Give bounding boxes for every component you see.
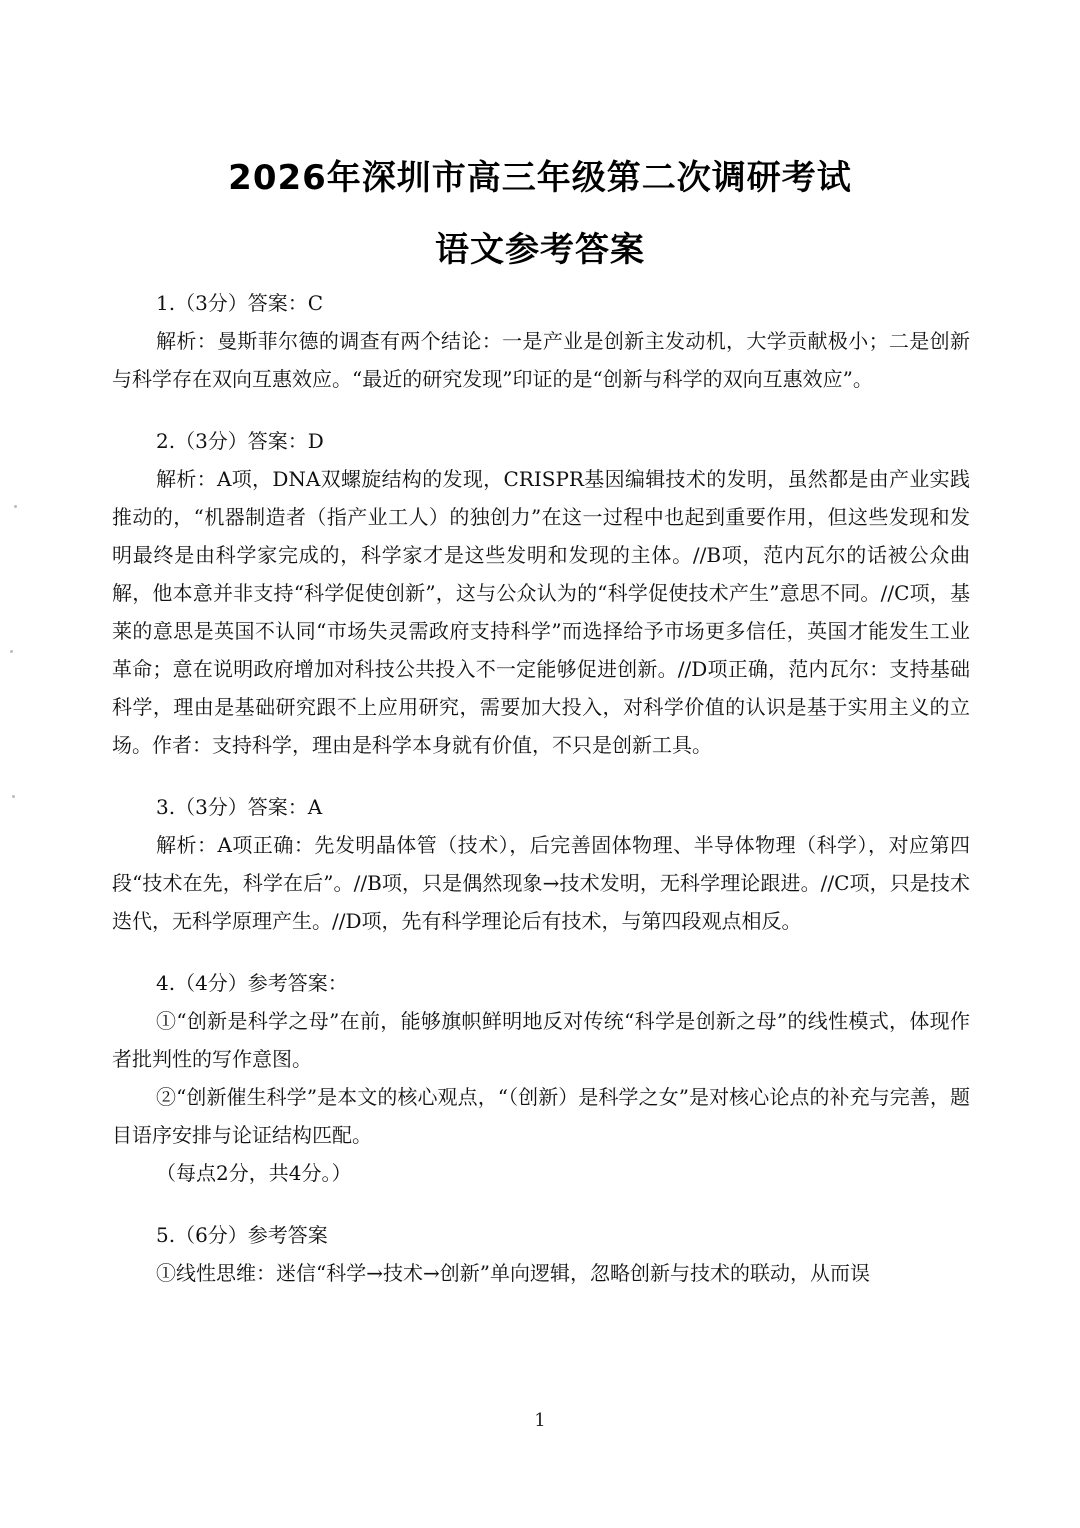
question-3 (112, 788, 970, 940)
question-4-heading: 4.（4分）参考答案： (156, 971, 348, 995)
scan-speck (10, 650, 13, 653)
page-number: 1 (534, 1410, 546, 1431)
page-title: 2026年深圳市高三年级第二次调研考试 (228, 158, 852, 198)
scan-speck (12, 795, 15, 798)
question-1 (112, 284, 970, 398)
question-4-scoring-note: （每点2分，共4分。） (156, 1161, 352, 1185)
question-2 (112, 422, 970, 764)
answer-content (112, 284, 970, 1292)
question-3-analysis: 解析：A项正确：先发明晶体管（技术），后完善固体物理、半导体物理（科学），对应第四段“技术在先，科学在后”。//B项，只是偶然现象→技术发明，无科学理论跟进。//C项，只是技术迭代，无科学原理产生。//D项，先有科学理论后有技术，与第四段观点相反。 (112, 833, 970, 933)
question-2-analysis: 解析：A项，DNA双螺旋结构的发现，CRISPR基因编辑技术的发明，虽然都是由产业实践推动的，“机器制造者（指产业工人）的独创力”在这一过程中也起到重要作用，但这些发现和发明最终是由科学家完成的，科学家才是这些发明和发现的主体。//B项，范内瓦尔的话被公众曲解，他本意并非支持“科学促使创新”，这与公众认为的“科学促使技术产生”意思不同。//C项，基莱的意思是英国不认同“市场失灵需政府支持科学”而选择给予市场更多信任，英国才能发生工业革命；意在说明政府增加对科技公共投入不一定能够促进创新。//D项正确，范内瓦尔：支持基础科学，理由是基础研究跟不上应用研究，需要加大投入，对科学价值的认识是基于实用主义的立场。作者：支持科学，理由是科学本身就有价值，不只是创新工具。 (112, 467, 970, 757)
question-1-heading: 1.（3分）答案：C (156, 291, 324, 315)
question-4 (112, 964, 970, 1192)
question-1-analysis: 解析：曼斯菲尔德的调查有两个结论：一是产业是创新主发动机，大学贡献极小；二是创新与科学存在双向互惠效应。“最近的研究发现”印证的是“创新与科学的双向互惠效应”。 (112, 329, 970, 391)
question-5-point-1: ①线性思维：迷信“科学→技术→创新”单向逻辑，忽略创新与技术的联动，从而误 (156, 1261, 870, 1285)
question-5-heading: 5.（6分）参考答案 (156, 1223, 328, 1247)
question-2-heading: 2.（3分）答案：D (156, 429, 324, 453)
question-3-heading: 3.（3分）答案：A (156, 795, 323, 819)
page-subtitle: 语文参考答案 (435, 230, 645, 270)
question-5 (112, 1216, 970, 1292)
question-4-point-2: ②“创新催生科学”是本文的核心观点，“（创新）是科学之女”是对核心论点的补充与完善，题目语序安排与论证结构匹配。 (112, 1085, 970, 1147)
scan-speck (14, 505, 17, 508)
question-4-point-1: ①“创新是科学之母”在前，能够旗帜鲜明地反对传统“科学是创新之母”的线性模式，体现作者批判性的写作意图。 (112, 1009, 970, 1071)
